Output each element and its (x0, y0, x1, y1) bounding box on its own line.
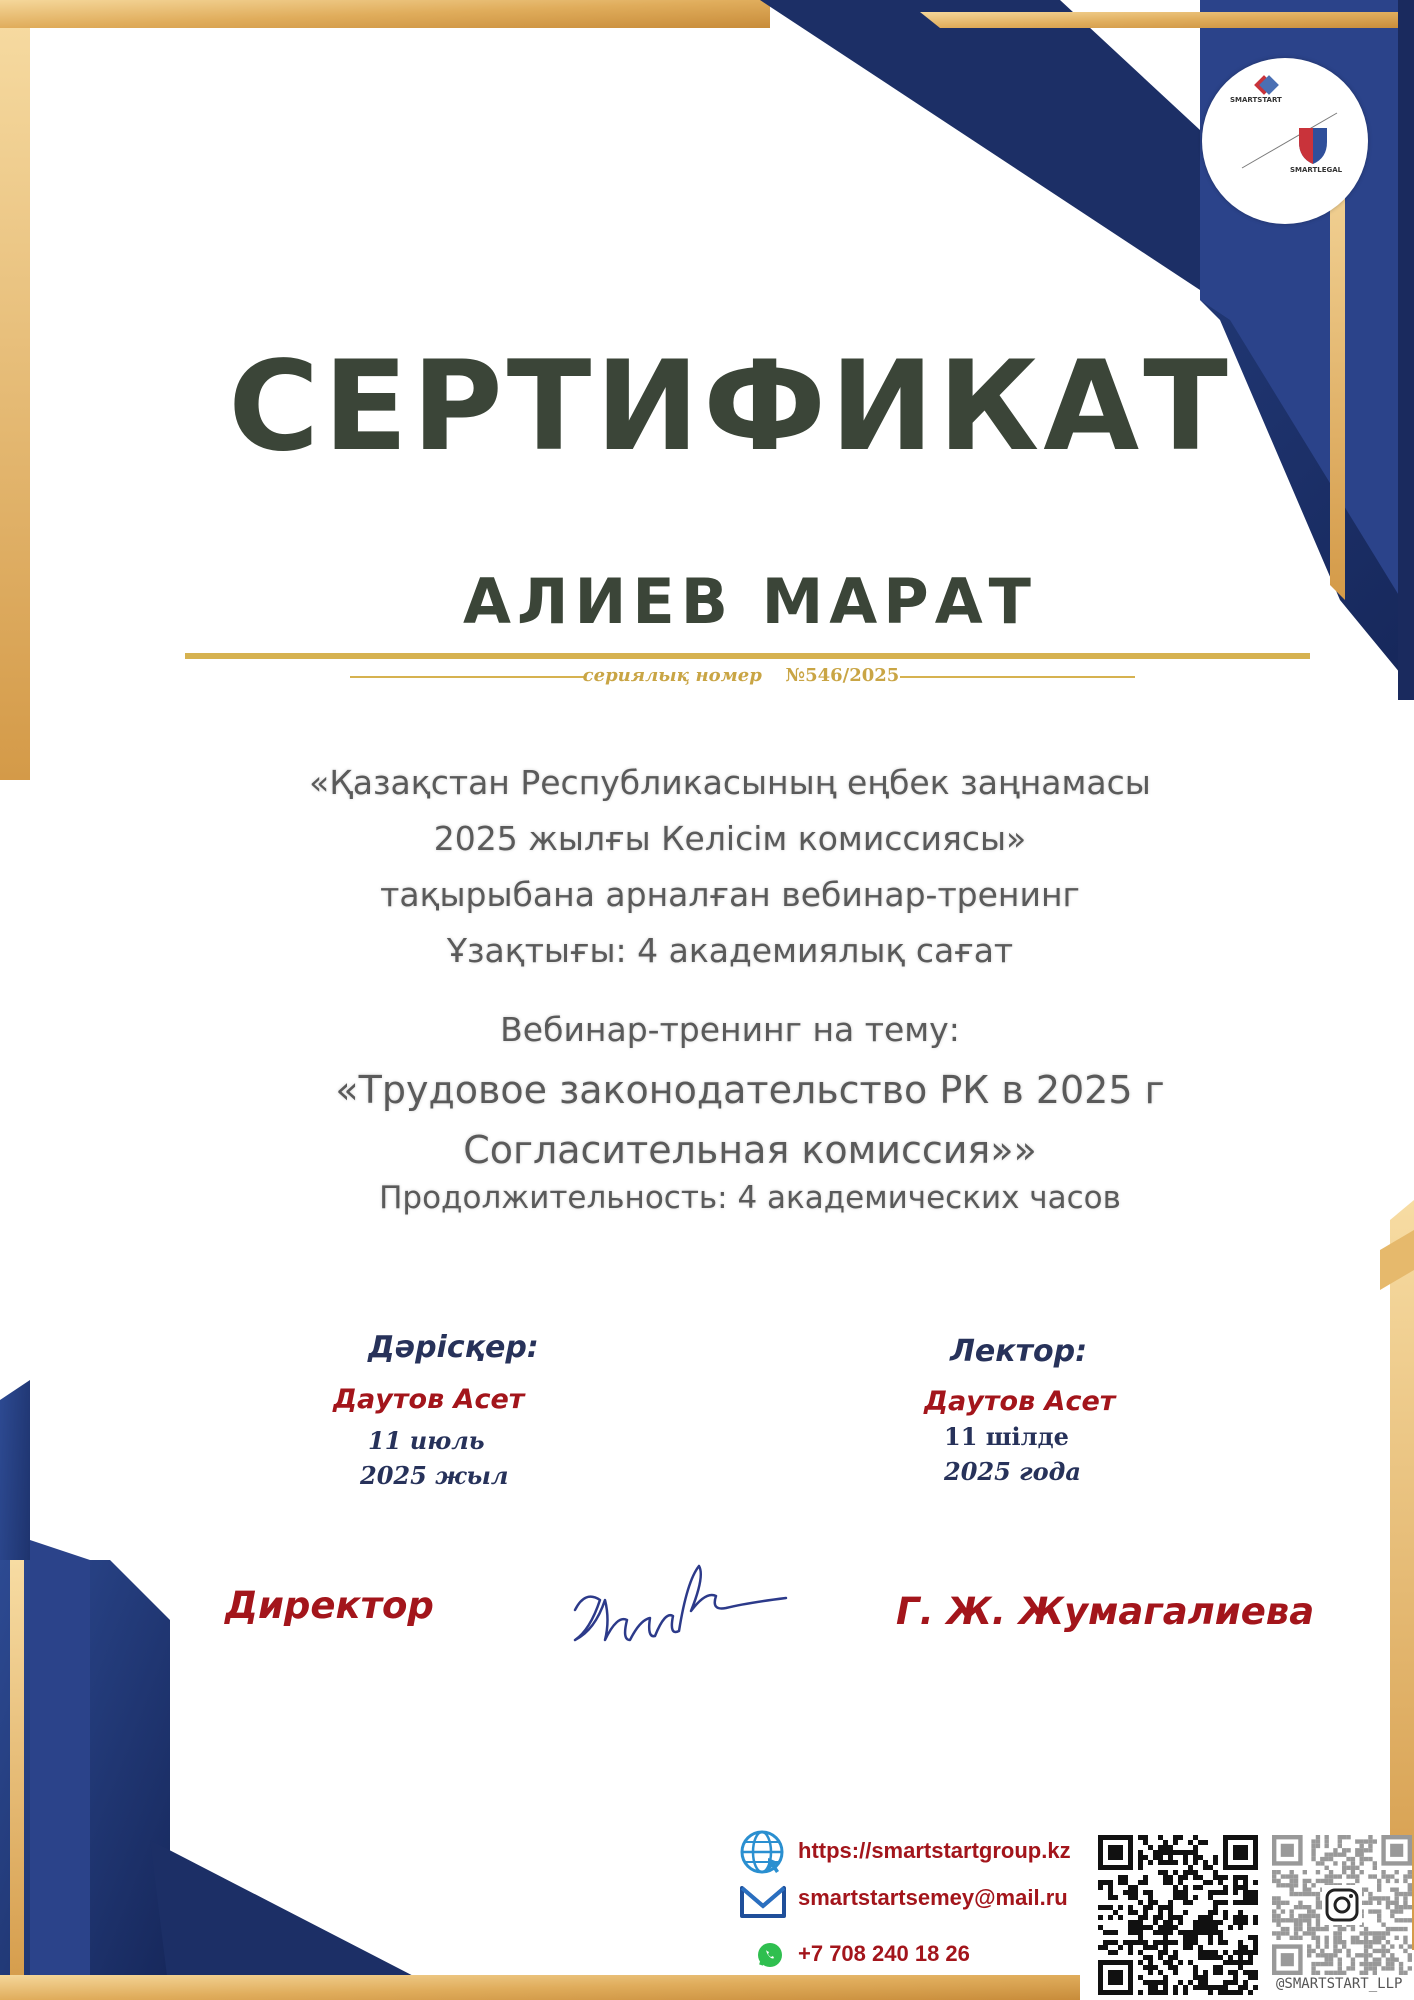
kazakh-description (0, 755, 1414, 979)
phone-number[interactable]: +7 708 240 18 26 (798, 1941, 970, 1966)
lecturer-ru-date-2: 2025 года (944, 1457, 1081, 1486)
russian-topic (0, 1060, 1414, 1180)
whatsapp-icon (756, 1941, 784, 1969)
whatsapp-qr[interactable] (1098, 1835, 1258, 1995)
lecturer-kz-name: Даутов Асет (333, 1384, 525, 1415)
instagram-icon (1322, 1885, 1362, 1925)
kazakh-duration: Ұзақтығы: 4 академиялық сағат (446, 931, 1014, 970)
lecturer-kz-date-1: 11 июль (368, 1426, 485, 1455)
serial-line (0, 665, 1414, 686)
company-logo (1202, 58, 1368, 224)
website-link[interactable]: https://smartstartgroup.kz (798, 1838, 1071, 1863)
russian-heading: Вебинар-тренинг на тему: (500, 1010, 960, 1049)
lecturer-kz-heading: Дәрісқер: (368, 1330, 539, 1365)
instagram-handle: @SMARTSTART_LLP (1276, 1976, 1403, 1992)
russian-duration: Продолжительность: 4 академических часов (379, 1180, 1121, 1216)
logo-emblem (1202, 58, 1368, 224)
director-label: Директор (225, 1584, 434, 1627)
lecturer-ru-date-1: 11 шілде (944, 1422, 1069, 1451)
serial-label: сериялық номер (582, 665, 762, 686)
logo-top-text: SMARTSTART (1230, 96, 1282, 104)
recipient-name: АЛИЕВ МАРАТ (463, 565, 1037, 638)
russian-topic-line-1: «Трудовое законодательство РК в 2025 г (335, 1068, 1165, 1112)
instagram-qr[interactable] (1272, 1835, 1412, 1975)
lecturer-ru-name: Даутов Асет (924, 1386, 1116, 1417)
russian-topic-line-2: Согласительная комиссия»» (463, 1128, 1037, 1172)
email-link[interactable]: smartstartsemey@mail.ru (798, 1885, 1068, 1910)
kazakh-line-2: 2025 жылғы Келісім комиссиясы» (433, 819, 1027, 858)
serial-number: №546/2025 (785, 665, 900, 686)
mail-icon (738, 1884, 788, 1920)
globe-icon (738, 1828, 786, 1876)
certificate-title: СЕРТИФИКАТ (228, 335, 1232, 479)
qr-code-whatsapp (1098, 1835, 1258, 1995)
kazakh-line-3: тақырыбана арналған вебинар-тренинг (380, 875, 1080, 914)
signature (555, 1555, 805, 1675)
director-name: Г. Ж. Жумагалиева (896, 1590, 1315, 1633)
logo-bottom-text: SMARTLEGAL (1290, 166, 1343, 174)
lecturer-kz-date-2: 2025 жыл (360, 1461, 509, 1490)
kazakh-line-1: «Қазақстан Республикасының еңбек заңнамасы (309, 763, 1151, 802)
lecturer-ru-heading: Лектор: (950, 1334, 1088, 1369)
